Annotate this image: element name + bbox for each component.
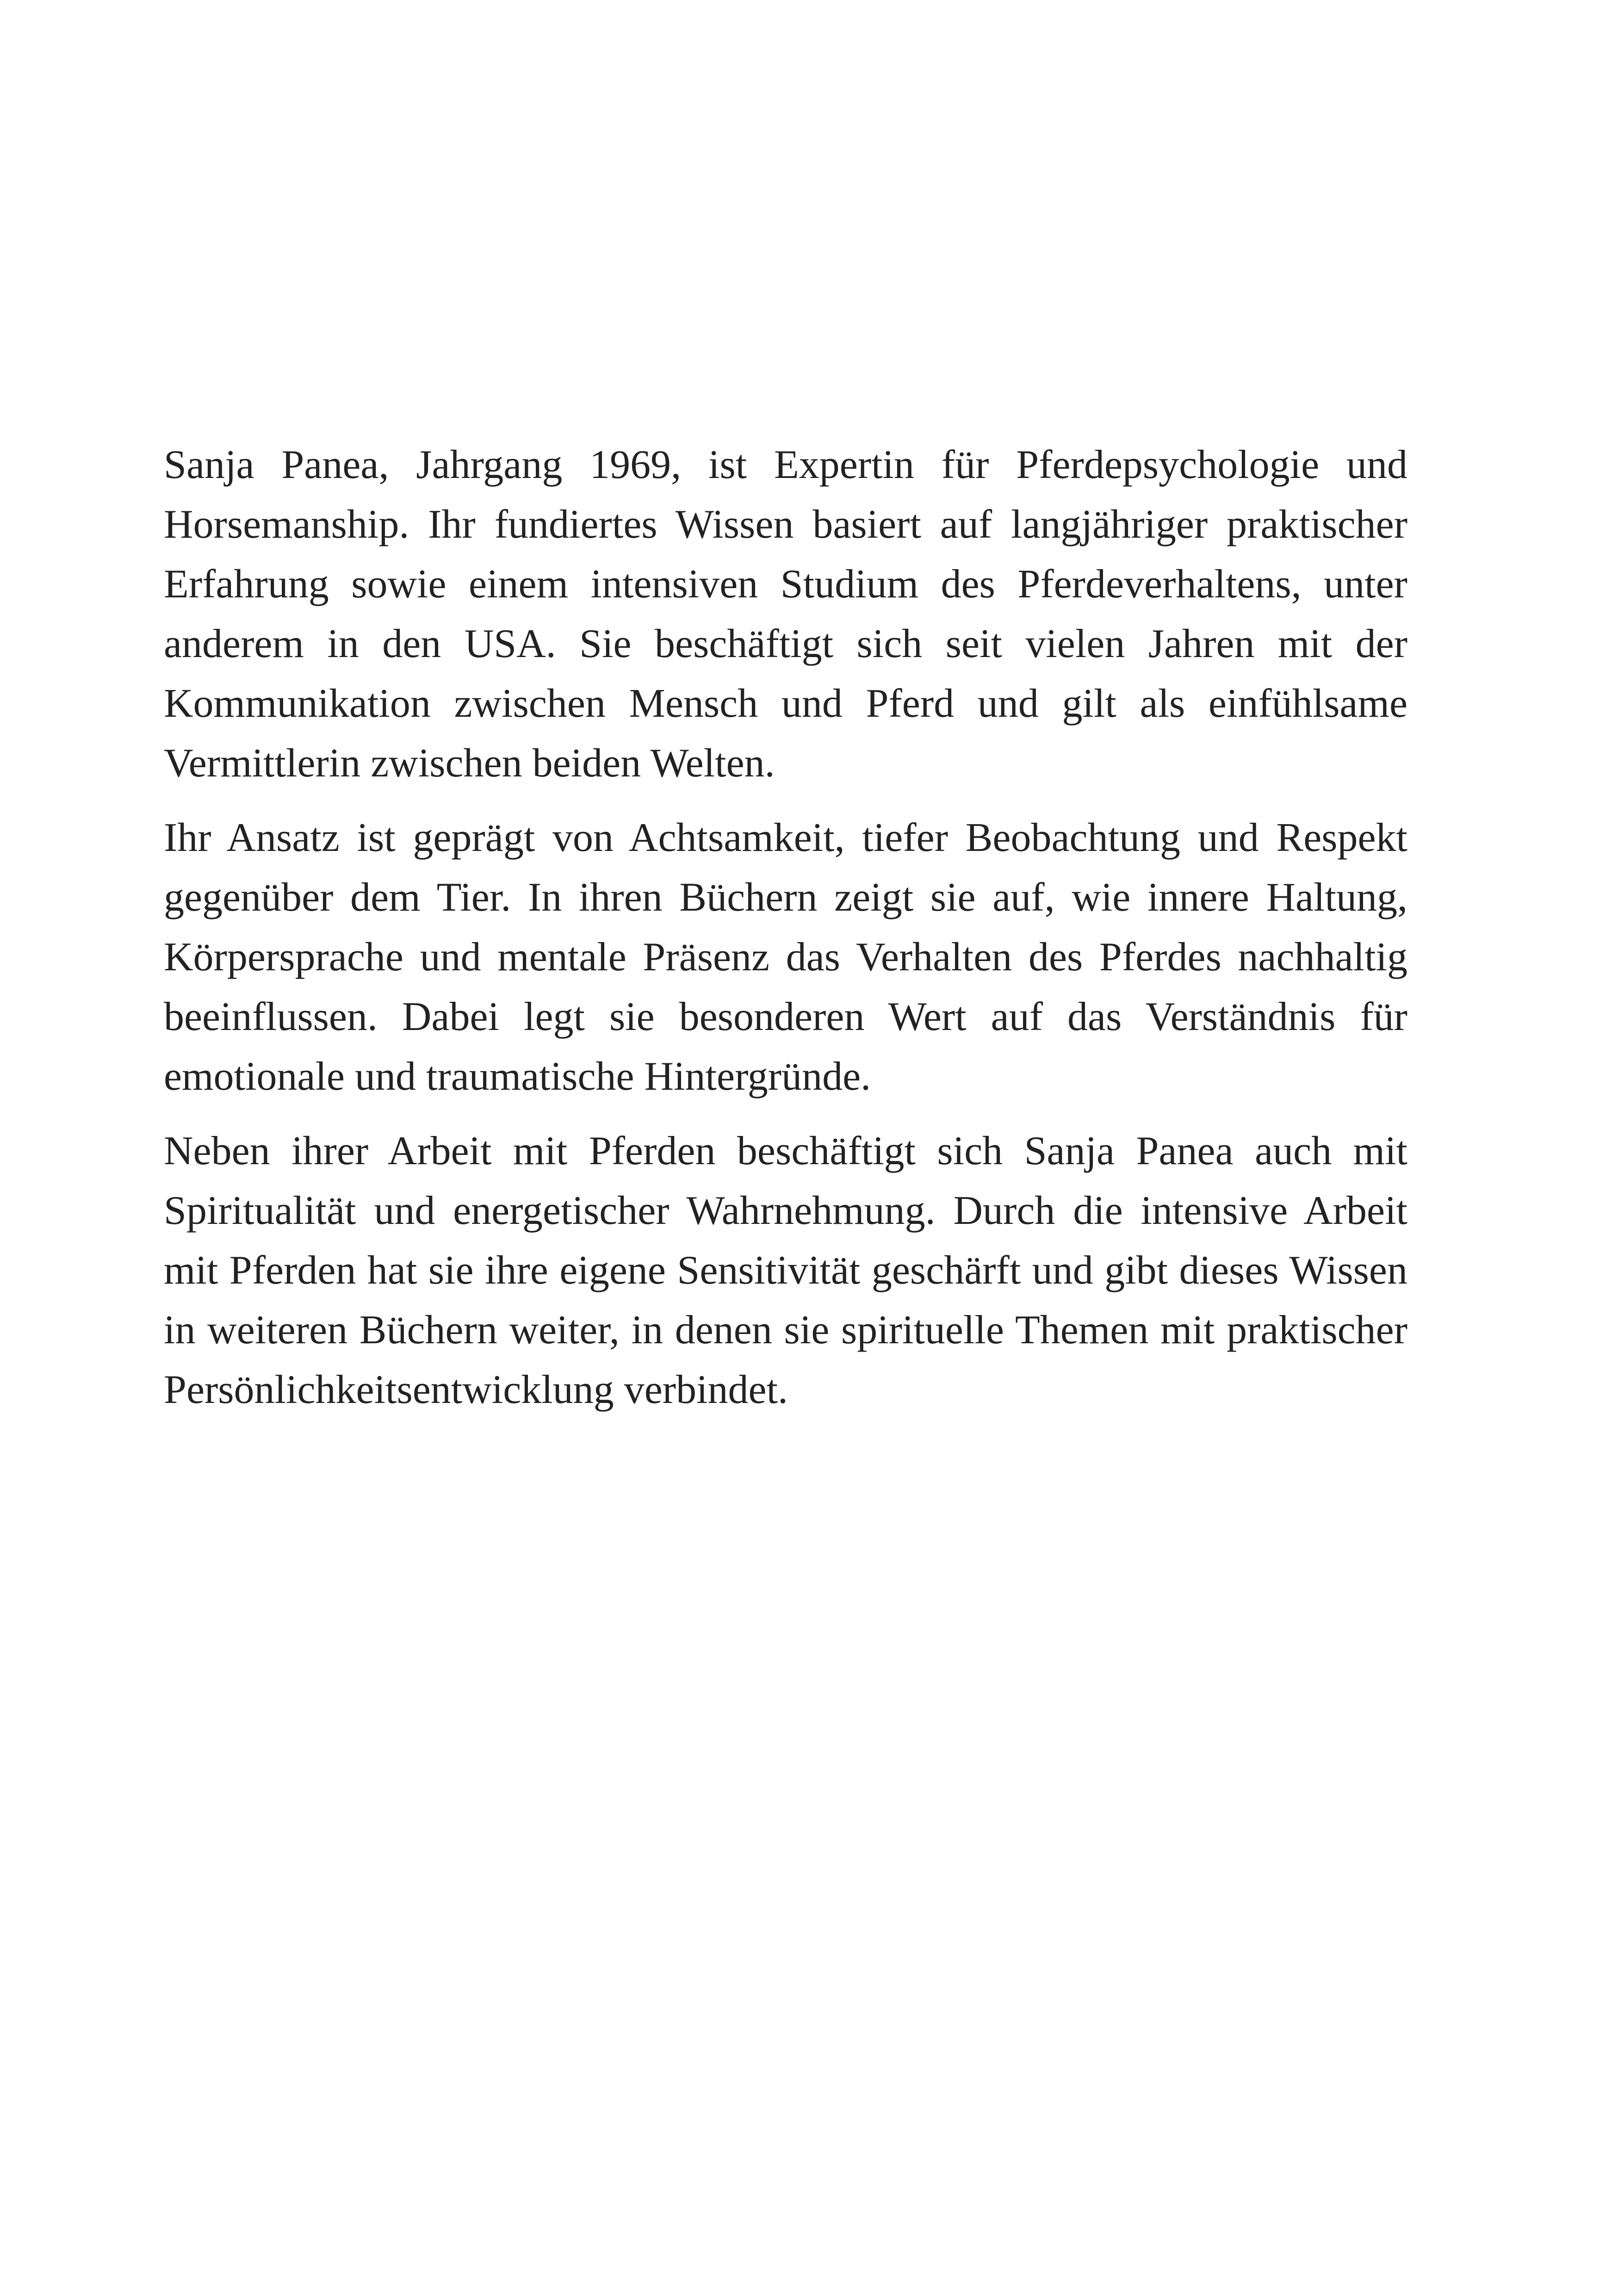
bio-paragraph-3: Neben ihrer Arbeit mit Pferden beschäftigt sich Sanja Panea auch mit Spiritualität und energetischer Wahrnehmung. Durch die intensive Arbeit mit Pferden hat sie ihre eigene Sensitivität geschärft und gibt dieses Wissen in weiteren Büchern weiter, in denen sie spirituelle Themen mit praktischer Persönlichkeitsentwicklung verbindet. [164, 1129, 1407, 1412]
bio-paragraph-2: Ihr Ansatz ist geprägt von Achtsamkeit, tiefer Beobachtung und Respekt gegenüber dem Tier. In ihren Büchern zeigt sie auf, wie innere Haltung, Körpersprache und mentale Präsenz das Verhalten des Pferdes nachhaltig beeinflussen. Dabei legt sie besonderen Wert auf das Verständnis für emotionale und traumatische Hintergründe. [164, 815, 1407, 1099]
bio-paragraph-1: Sanja Panea, Jahrgang 1969, ist Expertin für Pferdepsychologie und Horsemanship. Ihr fundiertes Wissen basiert auf langjähriger praktischer Erfahrung sowie einem intensiven Studium des Pferdeverhaltens, unter anderem in den USA. Sie beschäftigt sich seit vielen Jahren mit der Kommunikation zwischen Mensch und Pferd und gilt als einfühlsame Vermittlerin zwischen beiden Welten. [164, 442, 1407, 786]
author-bio [164, 435, 1407, 1434]
